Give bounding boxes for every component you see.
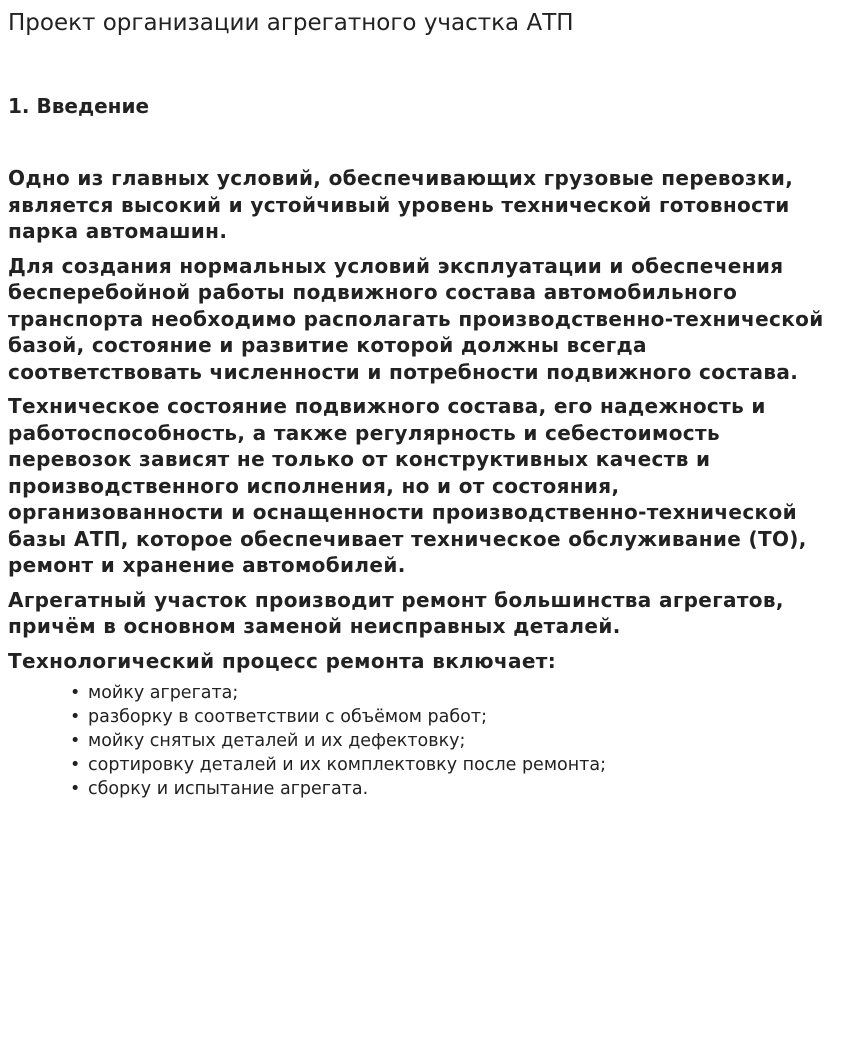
- list-item-text: сборку и испытание агрегата.: [88, 779, 369, 799]
- list-item: [70, 681, 839, 705]
- list-item: [70, 729, 839, 753]
- list-item-text: разборку в соответствии с объёмом работ;: [88, 707, 487, 727]
- bullet-icon: •: [70, 755, 81, 775]
- bullet-icon: •: [70, 731, 81, 751]
- list-item-text: мойку агрегата;: [88, 683, 239, 703]
- document-title: Проект организации агрегатного участка АТП: [8, 10, 574, 36]
- section-heading: 1. Введение: [8, 94, 150, 118]
- process-steps-list: [8, 681, 839, 801]
- bullet-icon: •: [70, 779, 81, 799]
- paragraph: Одно из главных условий, обеспечивающих грузовые перевозки, является высокий и устойчивый уровень технической готовности парка автомашин.: [8, 166, 794, 243]
- list-item: [70, 777, 839, 801]
- paragraph: Агрегатный участок производит ремонт большинства агрегатов, причём в основном заменой неисправных деталей.: [8, 587, 784, 638]
- list-item: [70, 753, 839, 777]
- body-paragraphs: [8, 165, 839, 674]
- list-item-text: сортировку деталей и их комплектовку после ремонта;: [88, 755, 606, 775]
- bullet-icon: •: [70, 683, 81, 703]
- list-item-text: мойку снятых деталей и их дефектовку;: [88, 731, 466, 751]
- paragraph: Для создания нормальных условий эксплуатации и обеспечения бесперебойной работы подвижного состава автомобильного транспорта необходимо располагать производственно-технической базой, состояние и развитие которой должны всегда соответствовать численности и потребности подвижного состава.: [8, 253, 824, 384]
- paragraph: Техническое состояние подвижного состава, его надежность и работоспособность, а также регулярность и себестоимость перевозок зависят не только от конструктивных качеств и производственного исполнения, но и от состояния, организованности и оснащенности производственно-технической базы АТП, которое обеспечивает техническое обслуживание (ТО), ремонт и хранение автомобилей.: [8, 394, 807, 577]
- bullet-icon: •: [70, 707, 81, 727]
- list-item: [70, 705, 839, 729]
- process-list-title: Технологический процесс ремонта включает:: [8, 648, 557, 673]
